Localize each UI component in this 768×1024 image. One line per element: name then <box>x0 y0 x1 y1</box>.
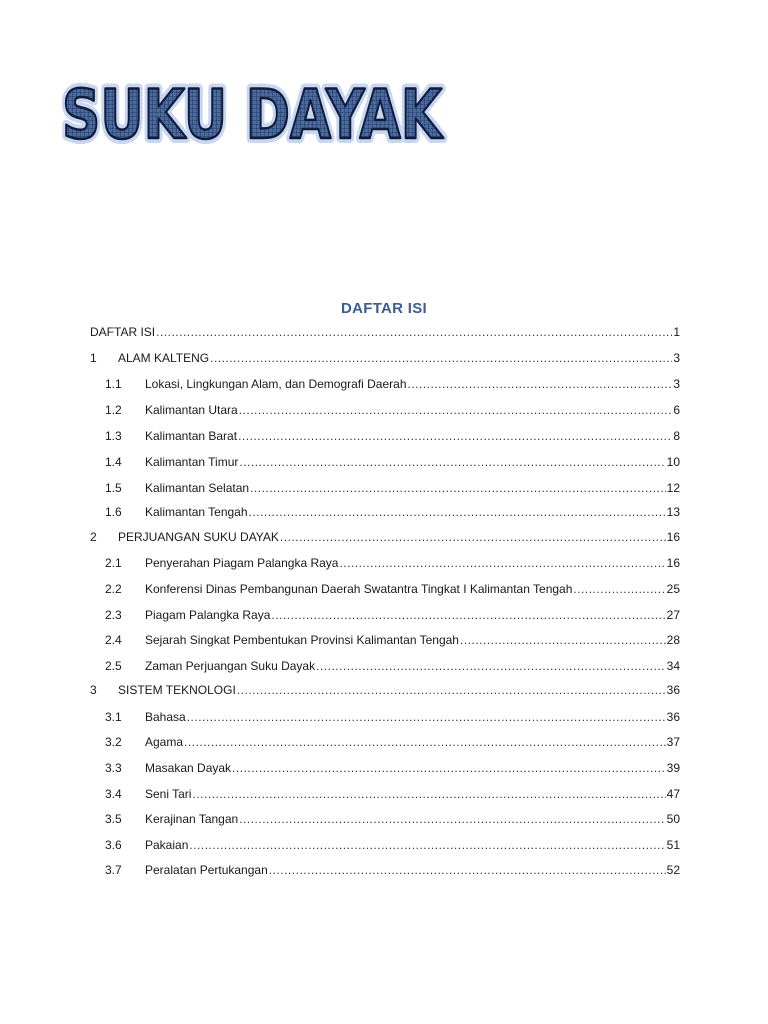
toc-dot-leader <box>316 656 666 676</box>
toc-entry-page: 16 <box>666 556 680 570</box>
toc-entry-title: PERJUANGAN SUKU DAYAK <box>118 530 279 544</box>
toc-entry-number: 3.3 <box>105 761 122 775</box>
toc-entry-number: 3.6 <box>105 838 122 852</box>
toc-entry-number: 3 <box>90 683 97 697</box>
toc-dot-leader <box>238 426 672 446</box>
toc-dot-leader <box>187 707 666 727</box>
toc-dot-leader <box>250 478 666 498</box>
toc-entry-title: Zaman Perjuangan Suku Dayak <box>145 659 316 673</box>
toc-entry[interactable] <box>90 452 680 472</box>
toc-entry[interactable] <box>90 656 680 676</box>
toc-entry-page: 47 <box>666 787 680 801</box>
toc-entry-title: Kalimantan Barat <box>145 429 238 443</box>
toc-dot-leader <box>239 452 665 472</box>
toc-entry-number: 2.5 <box>105 659 122 673</box>
toc-entry-title: Kalimantan Tengah <box>145 505 248 519</box>
toc-entry[interactable] <box>90 400 680 420</box>
toc-entry[interactable] <box>90 835 680 855</box>
toc-entry[interactable] <box>90 784 680 804</box>
document-title-outline: SUKU DAYAK <box>62 76 444 154</box>
toc-entry-title: ALAM KALTENG <box>118 351 210 365</box>
toc-entry[interactable] <box>90 732 680 752</box>
toc-dot-leader <box>239 400 673 420</box>
toc-entry-page: 16 <box>666 530 680 544</box>
toc-entry-page: 39 <box>666 761 680 775</box>
toc-entry-page: 28 <box>666 633 680 647</box>
toc-dot-leader <box>280 527 666 547</box>
toc-dot-leader <box>408 374 673 394</box>
toc-entry[interactable] <box>90 527 680 547</box>
toc-entry-page: 13 <box>666 505 680 519</box>
toc-entry-title: Bahasa <box>145 710 186 724</box>
toc-entry-title: Seni Tari <box>145 787 192 801</box>
toc-dot-leader <box>271 605 665 625</box>
toc-entry-page: 50 <box>666 812 680 826</box>
toc-entry[interactable] <box>90 758 680 778</box>
toc-entry-number: 3.5 <box>105 812 122 826</box>
toc-entry-number: 2.2 <box>105 582 122 596</box>
toc-entry-page: 1 <box>673 325 680 339</box>
toc-entry[interactable] <box>90 860 680 880</box>
toc-entry-title: Sejarah Singkat Pembentukan Provinsi Kalimantan Tengah <box>145 633 459 647</box>
toc-entry-number: 1.6 <box>105 505 122 519</box>
toc-entry-page: 37 <box>666 735 680 749</box>
toc-entry-page: 51 <box>666 838 680 852</box>
toc-entry-title: Kalimantan Timur <box>145 455 239 469</box>
toc-entry-title: DAFTAR ISI <box>90 325 156 339</box>
toc-entry-title: SISTEM TEKNOLOGI <box>118 683 236 697</box>
toc-entry-number: 2.4 <box>105 633 122 647</box>
toc-entry-page: 3 <box>673 351 680 365</box>
toc-entry-page: 52 <box>666 863 680 877</box>
toc-dot-leader <box>232 758 666 778</box>
toc-entry-number: 1.5 <box>105 481 122 495</box>
toc-entry[interactable] <box>90 322 680 342</box>
toc-entry-number: 1.1 <box>105 377 122 391</box>
toc-dot-leader <box>460 630 666 650</box>
toc-entry-title: Peralatan Pertukangan <box>145 863 268 877</box>
toc-entry-title: Kalimantan Utara <box>145 403 238 417</box>
toc-entry-page: 25 <box>666 582 680 596</box>
toc-entry-title: Pakaian <box>145 838 189 852</box>
toc-dot-leader <box>210 348 672 368</box>
toc-entry-number: 3.7 <box>105 863 122 877</box>
toc-entry-page: 3 <box>673 377 680 391</box>
toc-entry[interactable] <box>90 579 680 599</box>
toc-dot-leader <box>339 553 665 573</box>
toc-entry-page: 36 <box>666 710 680 724</box>
toc-entry-page: 34 <box>666 659 680 673</box>
toc-entry[interactable] <box>90 605 680 625</box>
toc-entry-page: 10 <box>666 455 680 469</box>
toc-entry[interactable] <box>90 426 680 446</box>
toc-entry[interactable] <box>90 478 680 498</box>
document-title-art <box>56 72 456 154</box>
toc-entry-title: Lokasi, Lingkungan Alam, dan Demografi Daerah <box>145 377 407 391</box>
toc-entry-title: Kalimantan Selatan <box>145 481 250 495</box>
toc-dot-leader <box>189 835 665 855</box>
toc-entry-title: Konferensi Dinas Pembangunan Daerah Swatantra Tingkat I Kalimantan Tengah <box>145 582 573 596</box>
toc-dot-leader <box>249 502 666 522</box>
toc-entry-number: 1 <box>90 351 97 365</box>
toc-entry-page: 27 <box>666 608 680 622</box>
toc-entry[interactable] <box>90 707 680 727</box>
toc-dot-leader <box>184 732 666 752</box>
toc-entry[interactable] <box>90 348 680 368</box>
toc-entry-number: 3.4 <box>105 787 122 801</box>
toc-entry-number: 2.1 <box>105 556 122 570</box>
toc-entry-page: 12 <box>666 481 680 495</box>
toc-entry[interactable] <box>90 630 680 650</box>
toc-heading: DAFTAR ISI <box>340 300 428 317</box>
toc-dot-leader <box>573 579 665 599</box>
toc-entry[interactable] <box>90 809 680 829</box>
toc-entry-title: Kerajinan Tangan <box>145 812 239 826</box>
toc-dot-leader <box>269 860 666 880</box>
toc-entry-number: 2.3 <box>105 608 122 622</box>
toc-entry-number: 1.2 <box>105 403 122 417</box>
toc-entry-number: 3.1 <box>105 710 122 724</box>
toc-entry[interactable] <box>90 502 680 522</box>
toc-dot-leader <box>237 680 666 700</box>
toc-entry-title: Penyerahan Piagam Palangka Raya <box>145 556 339 570</box>
toc-entry-page: 36 <box>666 683 680 697</box>
toc-entry-title: Agama <box>145 735 184 749</box>
toc-entry-page: 6 <box>673 403 680 417</box>
toc-dot-leader <box>239 809 665 829</box>
toc-entry[interactable] <box>90 680 680 700</box>
toc-entry-number: 3.2 <box>105 735 122 749</box>
document-title: SUKU DAYAK <box>62 76 444 154</box>
toc-entry-title: Masakan Dayak <box>145 761 232 775</box>
toc-entry-page: 8 <box>673 429 680 443</box>
toc-entry[interactable] <box>90 553 680 573</box>
toc-entry[interactable] <box>90 374 680 394</box>
toc-dot-leader <box>192 784 665 804</box>
toc-entry-title: Piagam Palangka Raya <box>145 608 271 622</box>
toc-entry-number: 1.4 <box>105 455 122 469</box>
toc-dot-leader <box>156 322 672 342</box>
toc-entry-number: 1.3 <box>105 429 122 443</box>
toc-entry-number: 2 <box>90 530 97 544</box>
